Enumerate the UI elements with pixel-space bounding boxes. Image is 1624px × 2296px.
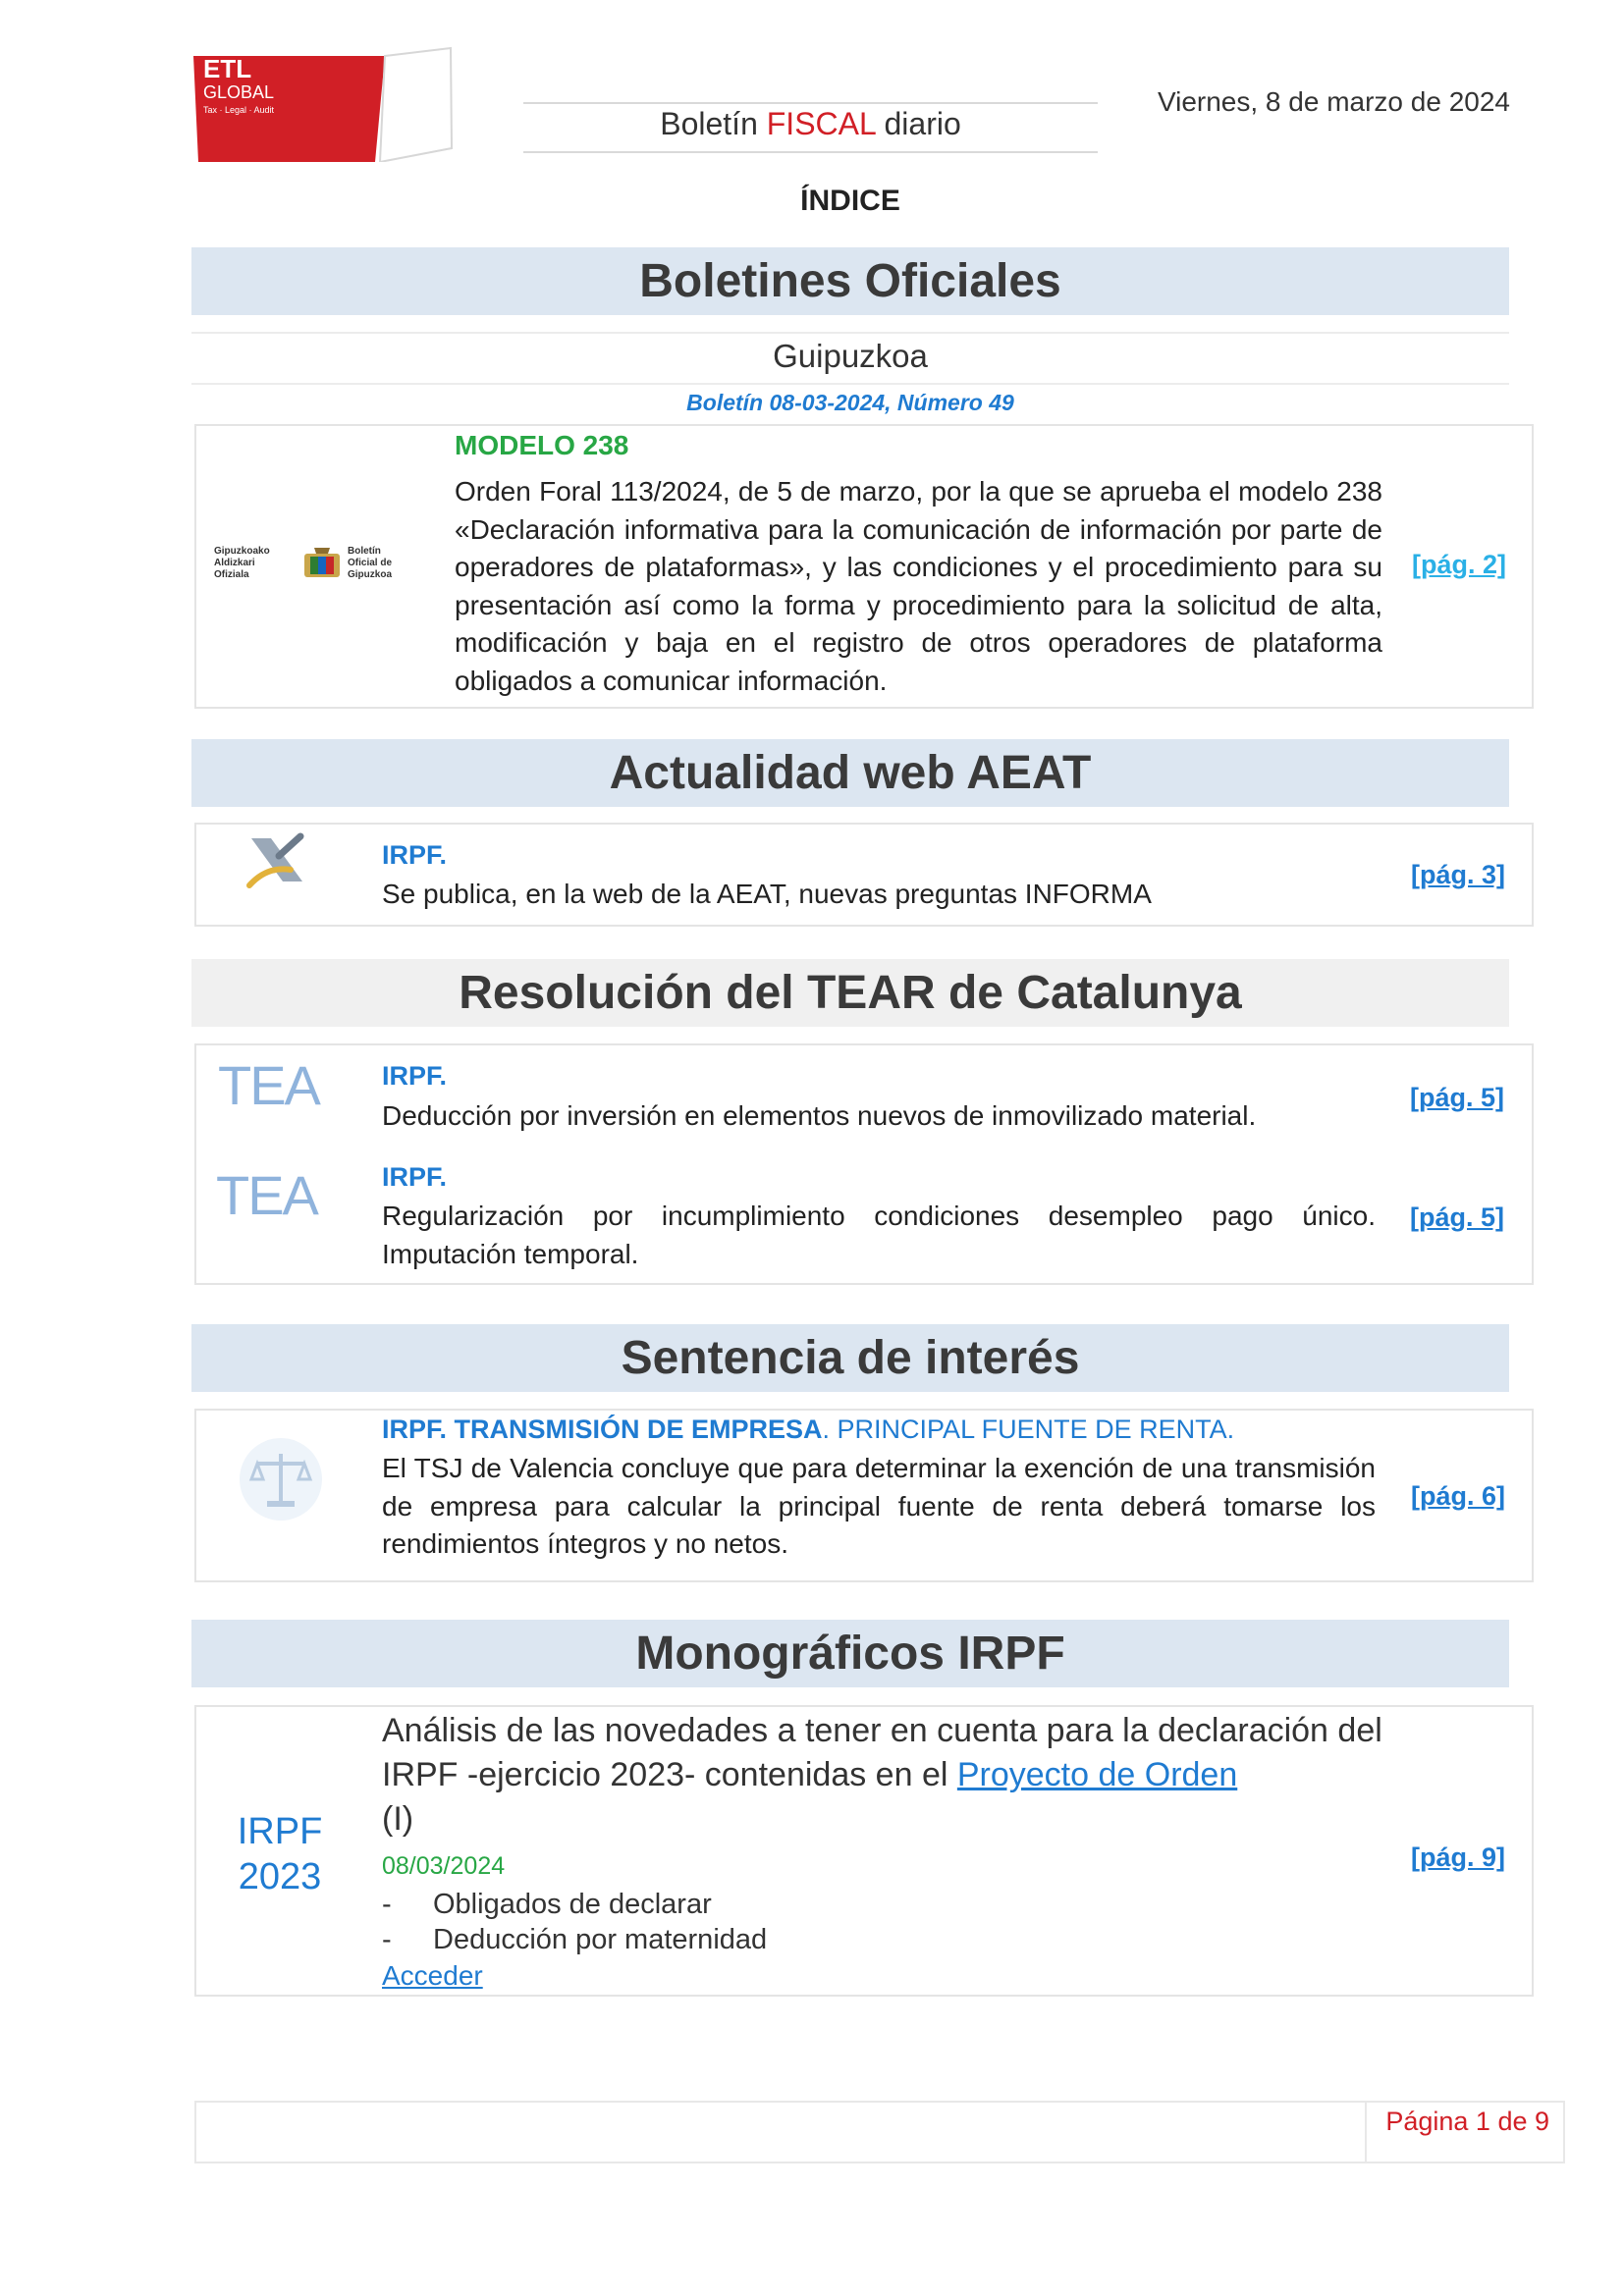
item-heading: IRPF.	[382, 840, 448, 870]
bulletin-date: Viernes, 8 de marzo de 2024	[1157, 86, 1510, 117]
index-heading: ÍNDICE	[800, 185, 900, 217]
card-tear	[194, 1043, 1534, 1285]
etl-global-logo	[193, 46, 454, 162]
page-link[interactable]: [pág. 9]	[1411, 1842, 1506, 1872]
item-text: Se publica, en la web de la AEAT, nuevas preguntas INFORMA	[382, 879, 1152, 909]
logo-line3: Tax · Legal · Audit	[203, 105, 275, 115]
proyecto-orden-link[interactable]: Proyecto de Orden	[956, 1756, 1238, 1793]
item-date: 08/03/2024	[382, 1852, 506, 1880]
logo-line1: ETL	[203, 54, 252, 83]
justice-scale-icon	[234, 1432, 328, 1526]
item-text: Regularización por incumplimiento condiciones desempleo pago único. Imputación temporal.	[382, 1201, 1376, 1269]
page-link[interactable]: [pág. 3]	[1411, 860, 1506, 889]
item-title: Análisis de las novedades a tener en cuenta para la declaración del IRPF -ejercicio 2023- contenidas en el Proyecto de Orden (I)	[382, 1712, 1382, 1838]
aeat-logo-icon	[244, 830, 312, 891]
card-modelo-238	[194, 424, 1534, 709]
footer-box	[194, 2101, 1565, 2163]
tea-logo: TEA	[218, 1054, 319, 1116]
divider	[191, 332, 1509, 334]
item-text: El TSJ de Valencia concluye que para determinar la exención de una transmisión de empresa para calcular la principal fuente de renta deberá tomarse los rendimientos íntegros y no netos.	[382, 1453, 1376, 1559]
header-rule-bottom	[523, 151, 1098, 153]
page-link[interactable]: [pág. 5]	[1410, 1202, 1505, 1232]
section-sentencia: Sentencia de interés	[191, 1324, 1509, 1392]
bullet-list	[382, 1887, 767, 1957]
page-number: Página 1 de 9	[1385, 2107, 1549, 2136]
section-boletines-oficiales: Boletines Oficiales	[191, 247, 1509, 315]
tea-logo: TEA	[216, 1164, 317, 1226]
irpf-2023-badge: IRPF 2023	[237, 1811, 323, 1897]
list-item: - Deducción por maternidad	[382, 1924, 768, 1955]
boletin-number: Boletín 08-03-2024, Número 49	[686, 390, 1014, 415]
acceder-link[interactable]: Acceder	[382, 1960, 483, 1991]
gipuzkoa-bulletin-logo: Gipuzkoako Aldizkari Ofiziala Boletín Oficial de Gipuzkoa	[214, 546, 393, 580]
bulletin-title: Boletín FISCAL diario	[660, 106, 961, 141]
item-heading: IRPF.	[382, 1061, 448, 1091]
divider	[191, 383, 1509, 385]
page-link[interactable]: [pág. 5]	[1410, 1083, 1505, 1112]
page-link[interactable]: [pág. 6]	[1411, 1481, 1506, 1511]
logo-line2: GLOBAL	[203, 82, 275, 102]
card-sentencia	[194, 1409, 1534, 1582]
card-aeat-irpf	[194, 823, 1534, 927]
item-text: Deducción por inversión en elementos nuevos de inmovilizado material.	[382, 1100, 1257, 1131]
region-title: Guipuzkoa	[773, 338, 928, 374]
item-heading: IRPF.	[382, 1162, 448, 1192]
footer-separator	[1365, 2101, 1367, 2162]
card-monografico	[194, 1705, 1534, 1997]
item-heading: IRPF. TRANSMISIÓN DE EMPRESA. PRINCIPAL FUENTE DE RENTA.	[382, 1415, 1235, 1444]
list-item: - Obligados de declarar	[382, 1889, 712, 1920]
page-link[interactable]: [pág. 2]	[1412, 550, 1507, 579]
section-monograficos: Monográficos IRPF	[191, 1620, 1509, 1687]
coat-of-arms-icon	[302, 546, 342, 581]
item-text: Orden Foral 113/2024, de 5 de marzo, por la que se aprueba el modelo 238 «Declaración informativa para la comunicación de información por parte de operadores de plataformas», y las condiciones y el procedimiento para su presentación así como la forma y procedimiento para la solicitud de alta, modificación y baja en el registro de otros operadores de plataforma obligados a comunicar información.	[455, 476, 1382, 696]
section-actualidad-aeat: Actualidad web AEAT	[191, 739, 1509, 807]
item-heading: MODELO 238	[455, 430, 629, 460]
header-rule-top	[523, 102, 1098, 104]
section-tear-catalunya: Resolución del TEAR de Catalunya	[191, 959, 1509, 1027]
